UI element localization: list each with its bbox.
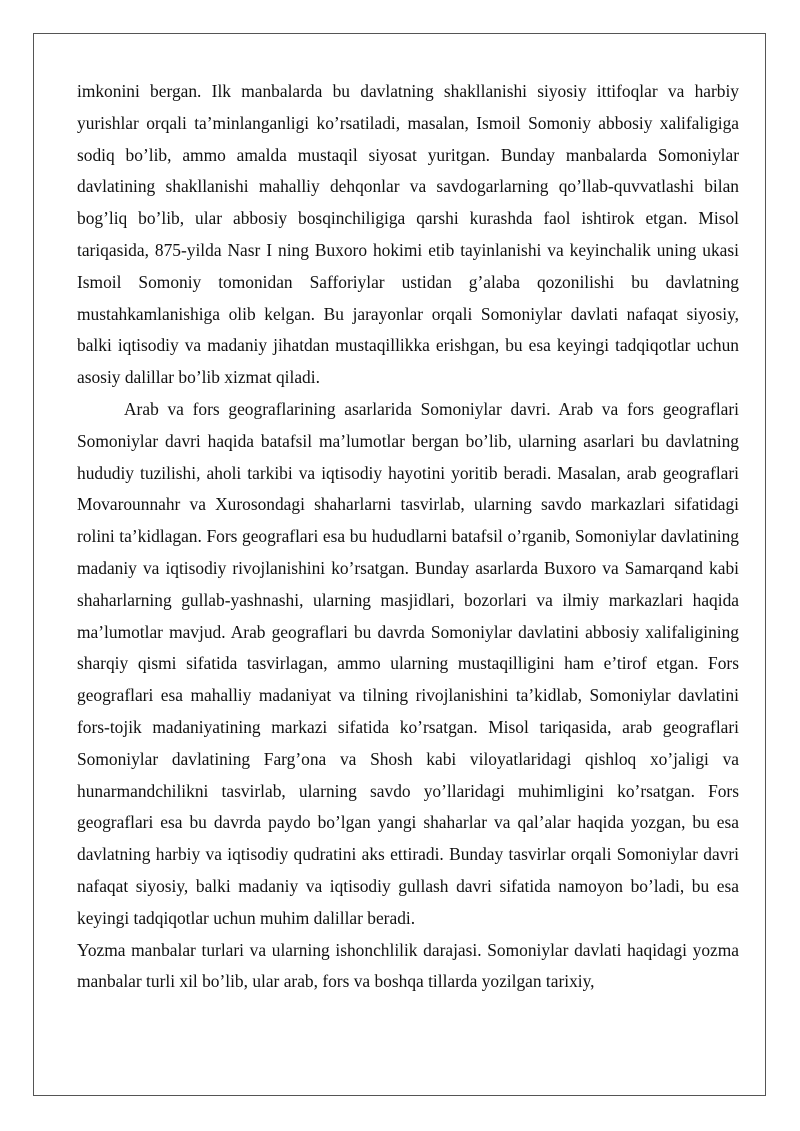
paragraph-geographers: Arab va fors geograflarining asarlarida Somoniylar davri. Arab va fors geograflari Somoniylar davri haqida batafsil ma’lumotlar bergan bo’lib, ularning asarlari bu davlatning hududiy tuzilishi, aholi tarkibi va iqtisodiy hayotini yoritib beradi. Masalan, arab geograflari Movarounnahr va Xurosondagi shaharlarni tasvirlab, ularning savdo markazlari sifatidagi rolini ta’kidlagan. Fors geograflari esa bu hududlarni batafsil o’rganib, Somoniylar davlatining madaniy va iqtisodiy rivojlanishini ko’rsatgan. Bunday asarlarda Buxoro va Samarqand kabi shaharlarning gullab-yashnashi, ularning masjidlari, bozorlari va ilmiy markazlari haqida ma’lumotlar mavjud. Arab geograflari bu davrda Somoniylar davlatini abbosiy xalifaligining sharqiy qismi sifatida tasvirlagan, ammo ularning mustaqilligini ham e’tirof etgan. Fors geograflari esa mahalliy madaniyat va tilning rivojlanishini ta’kidlab, Somoniylar davlatini fors-tojik madaniyatining markazi sifatida ko’rsatgan. Misol tariqasida, arab geograflari Somoniylar davlatining Farg’ona va Shosh kabi viloyatlaridagi qishloq xo’jaligi va hunarmandchilikni tasvirlab, ularning savdo yo’llaridagi muhimligini ko’rsatgan. Fors geograflari esa bu davrda paydo bo’lgan yangi shaharlar va qal’alar haqida yozgan, bu esa davlatning harbiy va iqtisodiy qudratini aks ettiradi. Bunday tasvirlar orqali Somoniylar davri nafaqat siyosiy, balki madaniy va iqtisodiy gullash davri sifatida namoyon bo’ladi, bu esa keyingi tadqiqotlar uchun muhim dalillar beradi. xyxy=(77,398,739,928)
paragraph-written-sources: Yozma manbalar turlari va ularning ishonchlilik darajasi. Somoniylar davlati haqidagi yozma manbalar turli xil bo’lib, ular arab, fors va boshqa tillarda yozilgan tarixiy, xyxy=(77,939,739,992)
document-body xyxy=(77,76,739,998)
paragraph-continuation: imkonini bergan. Ilk manbalarda bu davlatning shakllanishi siyosiy ittifoqlar va harbiy yurishlar orqali ta’minlanganligi ko’rsatiladi, masalan, Ismoil Somoniy abbosiy xalifaligiga sodiq bo’lib, ammo amalda mustaqil siyosat yuritgan. Bunday manbalarda Somoniylar davlatining shakllanishi mahalliy dehqonlar va savdogarlarning qo’llab-quvvatlashi bilan bog’liq bo’lib, ular abbosiy bosqinchiligiga qarshi kurashda faol ishtirok etgan. Misol tariqasida, 875-yilda Nasr I ning Buxoro hokimi etib tayinlanishi va keyinchalik uning ukasi Ismoil Somoniy tomonidan Safforiylar ustidan g’alaba qozonilishi bu davlatning mustahkamlanishiga olib kelgan. Bu jarayonlar orqali Somoniylar davlati nafaqat siyosiy, balki iqtisodiy va madaniy jihatdan mustaqillikka erishgan, bu esa keyingi tadqiqotlar uchun asosiy dalillar bo’lib xizmat qiladi. xyxy=(77,81,739,388)
